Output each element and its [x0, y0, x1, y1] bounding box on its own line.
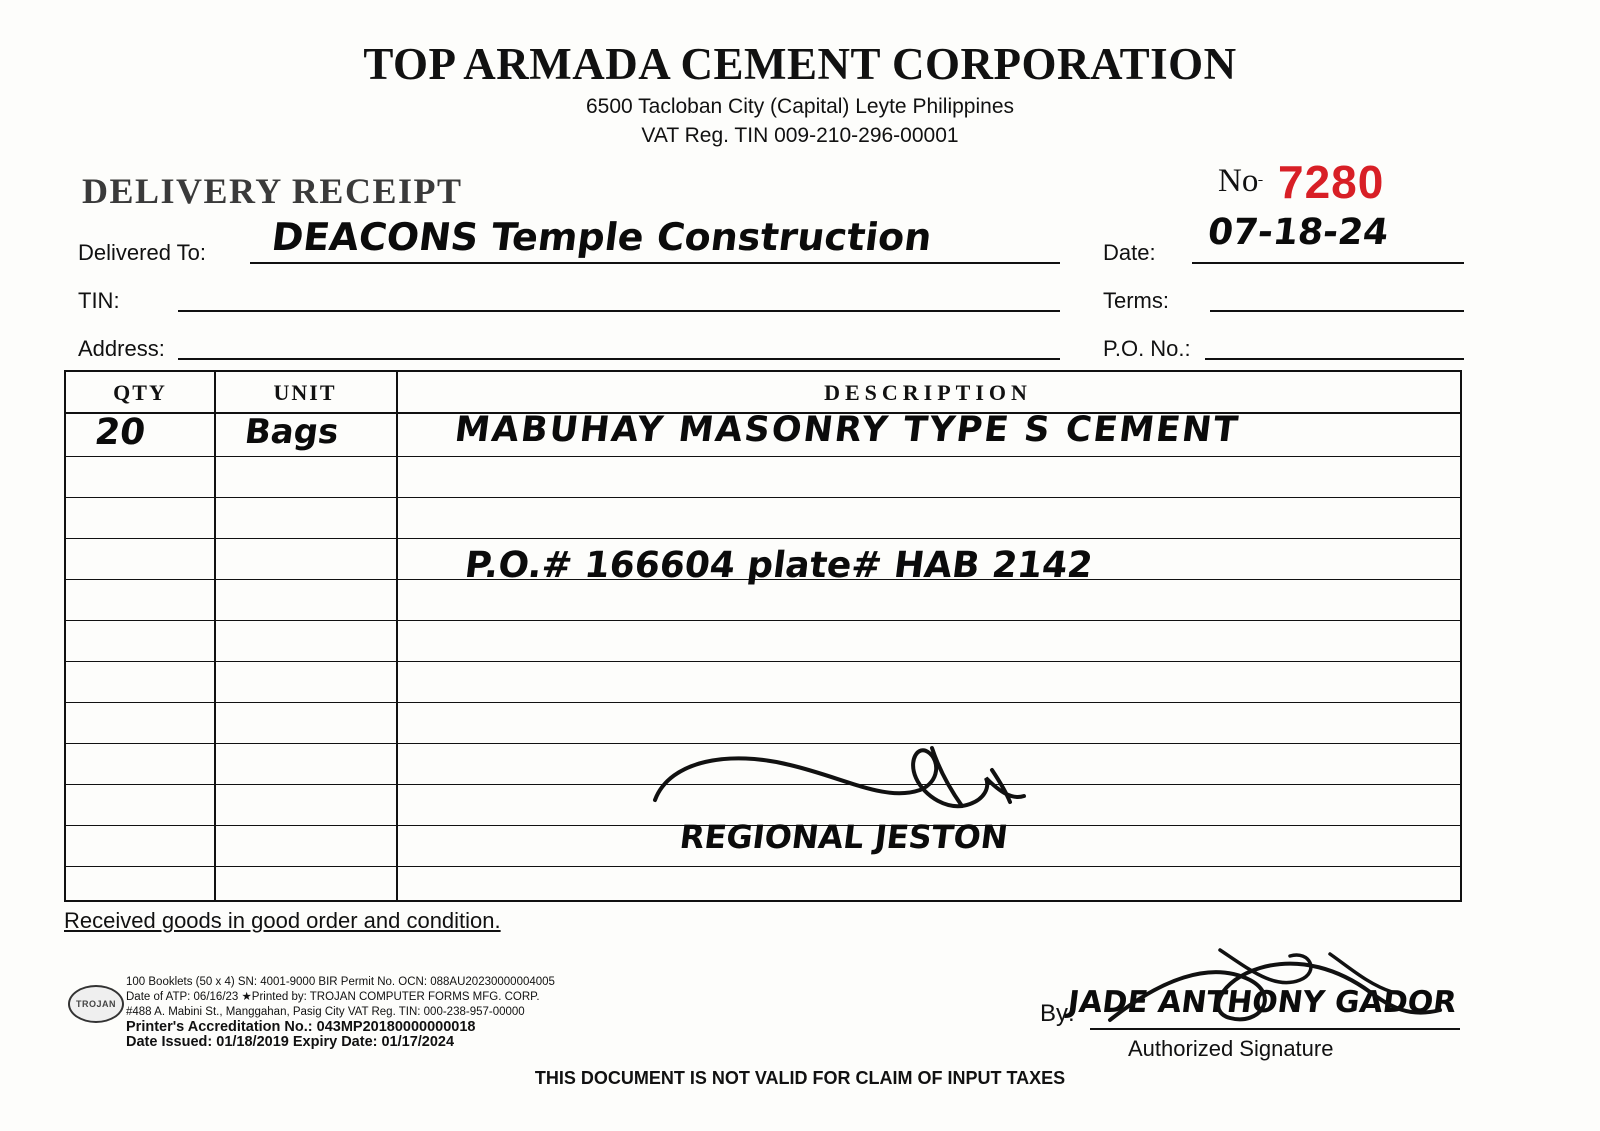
receipt-number-label-text: No: [1218, 163, 1259, 199]
date-value: 07-18-24: [1205, 212, 1391, 253]
signature-rule: [1090, 1028, 1460, 1030]
authorized-signature-label: Authorized Signature: [1128, 1036, 1334, 1061]
delivered-to-value: DEACONS Temple Construction: [269, 215, 935, 259]
date-label: Date:: [1103, 240, 1156, 265]
row-1-unit-value: Bags: [242, 412, 341, 452]
by-label: By:: [1040, 1000, 1075, 1027]
tin-label: TIN:: [78, 288, 120, 313]
printer-accreditation: Printer's Accreditation No.: 043MP20180000000018: [126, 1019, 476, 1035]
company-address: 6500 Tacloban City (Capital) Leyte Philippines: [585, 95, 1015, 118]
table-row: [66, 702, 1460, 703]
printer-fineprint: [126, 975, 556, 1050]
receipt-number-value: 7280: [1278, 156, 1385, 208]
terms-label: Terms:: [1103, 288, 1169, 313]
company-vat-registration: VAT Reg. TIN 009-210-296-00001: [641, 124, 959, 147]
printer-line-2: Date of ATP: 06/16/23 ★Printed by: TROJAN COMPUTER FORMS MFG. CORP.: [126, 991, 540, 1003]
receipt-number-label: [1218, 163, 1263, 200]
document-title: DELIVERY RECEIPT: [82, 171, 463, 211]
tax-disclaimer: THIS DOCUMENT IS NOT VALID FOR CLAIM OF INPUT TAXES: [534, 1068, 1066, 1088]
company-name: TOP ARMADA CEMENT CORPORATION: [363, 39, 1237, 89]
row-1-qty-value: 20: [92, 412, 148, 453]
printer-date-issued: Date Issued: 01/18/2019 Expiry Date: 01/17/2024: [126, 1034, 455, 1050]
date-rule: [1192, 262, 1464, 264]
authorized-signature-mark: [1100, 940, 1460, 1050]
table-row: [66, 661, 1460, 662]
delivered-to-label: Delivered To:: [78, 240, 206, 265]
column-header-qty: QTY: [113, 380, 167, 405]
received-note: Received goods in good order and condition.: [64, 908, 501, 933]
address-rule: [178, 358, 1060, 360]
tin-rule: [178, 310, 1060, 312]
po-number-label: P.O. No.:: [1103, 336, 1191, 361]
column-header-description: DESCRIPTION: [824, 380, 1032, 405]
terms-rule: [1210, 310, 1464, 312]
printer-line-3: #488 A. Mabini St., Manggahan, Pasig City VAT Reg. TIN: 000-238-957-00000: [126, 1006, 525, 1018]
table-row: [66, 620, 1460, 621]
table-row: [66, 866, 1460, 867]
row-1-description-value: MABUHAY MASONRY TYPE S CEMENT: [452, 410, 1242, 450]
column-divider-qty-unit: [214, 372, 216, 900]
by-value: JADE ANTHONY GADOR: [1065, 985, 1459, 1020]
receiver-signature-mark: [640, 730, 1060, 840]
row-10-description-value: REGIONAL JESTON: [677, 818, 1010, 856]
row-4-description-value: P.O.# 166604 plate# HAB 2142: [462, 545, 1095, 586]
po-number-rule: [1205, 358, 1464, 360]
table-row: [66, 497, 1460, 498]
column-divider-unit-description: [396, 372, 398, 900]
trojan-seal-icon: TROJAN: [68, 985, 124, 1023]
table-row: [66, 456, 1460, 457]
table-row: [66, 538, 1460, 539]
delivered-to-rule: [250, 262, 1060, 264]
column-header-unit: UNIT: [273, 380, 337, 405]
address-label: Address:: [78, 336, 165, 361]
printer-line-1: 100 Booklets (50 x 4) SN: 4001-9000 BIR Permit No. OCN: 088AU20230000004005: [126, 976, 555, 988]
